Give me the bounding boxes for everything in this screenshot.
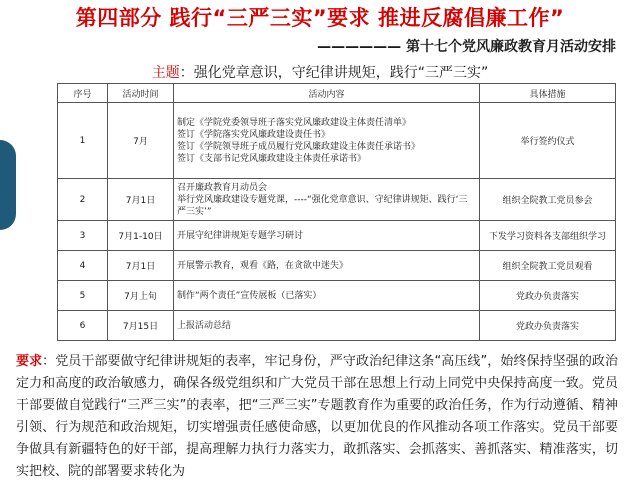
- cell-time: 7月15日: [108, 311, 174, 341]
- cell-content: [174, 179, 480, 221]
- cell-no: 1: [58, 103, 108, 179]
- cell-no: 2: [58, 179, 108, 221]
- table-row: [58, 221, 616, 251]
- cell-measure: 举行签约仪式: [480, 103, 616, 179]
- table-row: [58, 311, 616, 341]
- table-header-row: [58, 84, 616, 103]
- table-row: [58, 281, 616, 311]
- requirement-text: ：党员干部要做守纪律讲规矩的表率，牢记身份，严守政治纪律这条“高压线”，始终保持坚强的政治定力和高度的政治敏感力，确保各级党组织和广大党员干部在思想上行动上同党中央保持高度一致。党员干部要做自觉践行“三严三实”的表率，把“三严三实”专题教育作为重要的政治任务，作为行动遵循、精神引领、行为规范和政治规矩，切实增强责任感使命感，以更加优良的作风推动各项工作落实。党员干部要争做具有新疆特色的好干部，提高理解力执行力落实力，敢抓落实、会抓落实、善抓落实、精准落实，切实把校、院的部署要求转化为: [16, 354, 618, 479]
- table-row: [58, 179, 616, 221]
- cell-no: 5: [58, 281, 108, 311]
- header-measure: 具体措施: [480, 84, 616, 103]
- theme-label: 主题: [151, 65, 180, 81]
- content-line: 签订《学院落实党风廉政建设责任书》: [177, 129, 331, 140]
- header-no: 序号: [58, 84, 108, 103]
- cell-time: 7月1日: [108, 251, 174, 281]
- content-line: 签订《学院领导班子成员履行党风廉政建设主体责任承诺书》: [177, 141, 421, 152]
- page-subtitle: —————— 第十七个党风廉政教育月活动安排: [317, 39, 616, 55]
- cell-no: 6: [58, 311, 108, 341]
- cell-measure: 下发学习资料各支部组织学习: [480, 221, 616, 251]
- table-row: [58, 103, 616, 179]
- cell-measure: 党政办负责落实: [480, 281, 616, 311]
- table-row: [58, 251, 616, 281]
- activity-table: [57, 83, 616, 341]
- page-title: 第四部分 践行“三严三实”要求 推进反腐倡廉工作”: [75, 6, 565, 30]
- header-time: 活动时间: [108, 84, 174, 103]
- cell-measure: 党政办负责落实: [480, 311, 616, 341]
- header-content: 活动内容: [174, 84, 480, 103]
- content-line: 制定《学院党委领导班子落实党风廉政建设主体责任清单》: [177, 117, 412, 128]
- cell-content: 制作“两个责任”宣传展板（已落实）: [174, 281, 480, 311]
- cell-time: 7月: [108, 103, 174, 179]
- requirement-paragraph: [16, 351, 618, 483]
- content-line: 签订《支部书记党风廉政建设主体责任承诺书》: [177, 153, 367, 164]
- cell-time: 7月1-10日: [108, 221, 174, 251]
- cell-measure: 组织全院教工党员观看: [480, 251, 616, 281]
- cell-no: 3: [58, 221, 108, 251]
- decorative-side-tab: [0, 140, 16, 230]
- cell-content: 开展守纪律讲规矩专题学习研讨: [174, 221, 480, 251]
- cell-time: 7月1日: [108, 179, 174, 221]
- cell-content: 上报活动总结: [174, 311, 480, 341]
- cell-content: [174, 103, 480, 179]
- theme-line: [0, 62, 640, 82]
- cell-no: 4: [58, 251, 108, 281]
- cell-content: 开展警示教育，观看《路，在贪欲中迷失》: [174, 251, 480, 281]
- cell-time: 7月上旬: [108, 281, 174, 311]
- theme-text: ：强化党章意识，守纪律讲规矩，践行“三严三实”: [179, 65, 489, 81]
- cell-measure: 组织全院教工党员参会: [480, 179, 616, 221]
- content-line: 召开廉政教育月动员会: [177, 182, 268, 193]
- requirement-label: 要求: [16, 354, 43, 369]
- content-line: 举行党风廉政建设专题党课，----“强化党章意识、守纪律讲规矩、践行‘三严三实’”: [177, 194, 468, 217]
